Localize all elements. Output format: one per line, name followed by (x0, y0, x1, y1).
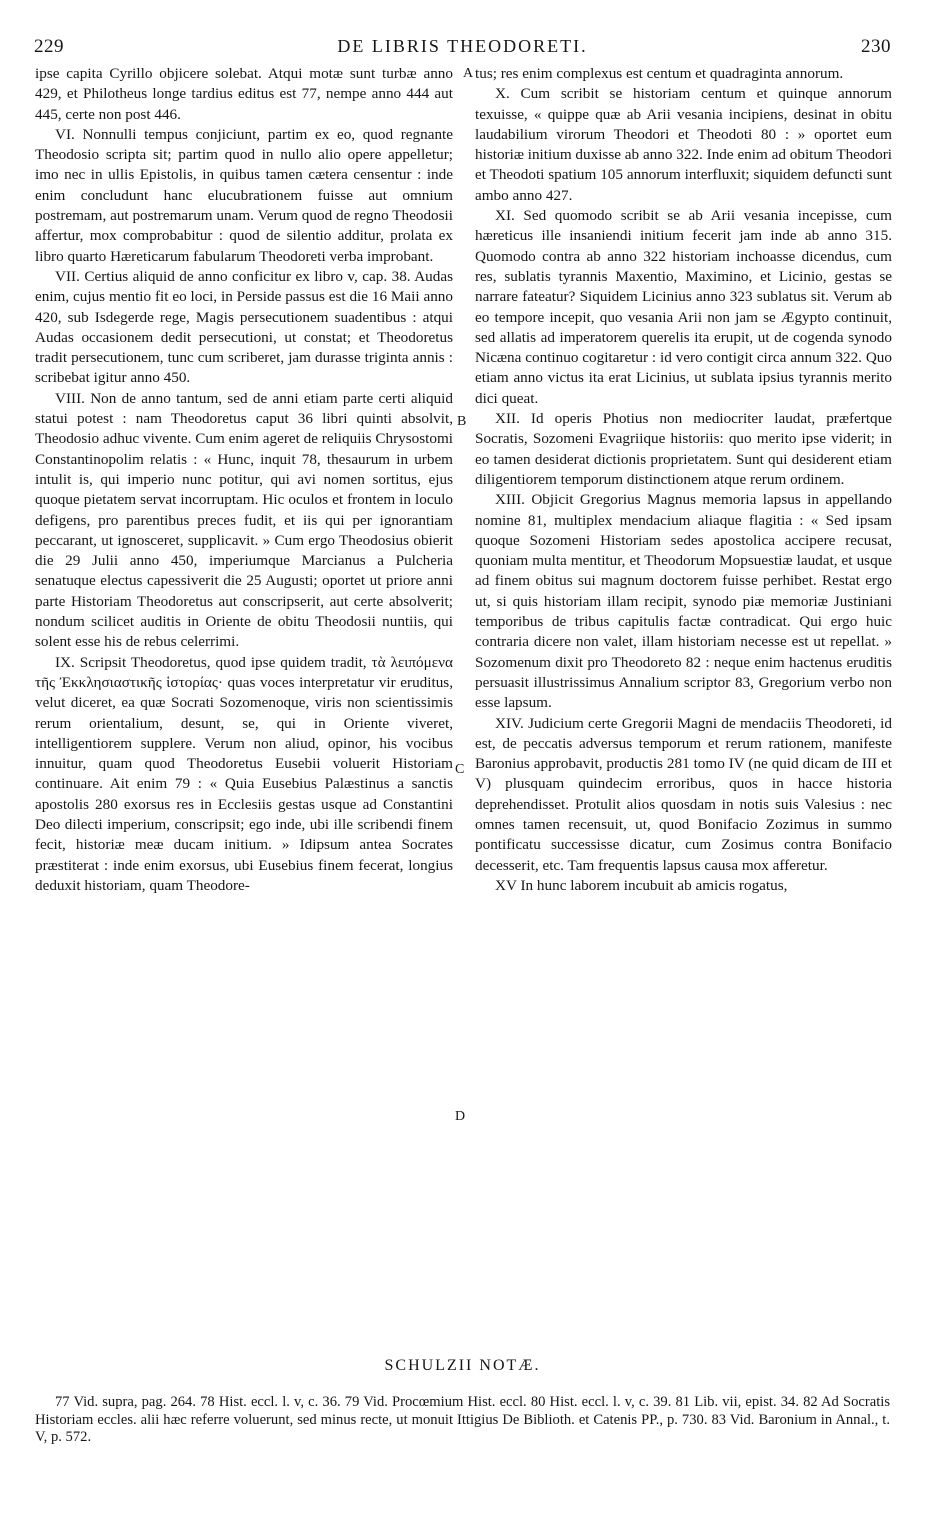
paragraph: X. Cum scribit se historiam centum et quinque annorum texuisse, « quippe quæ ab Arii vesania incipiens, desinat in obitu laudabilium virorum Theodori et Theodoti 80 : » oportet eum historiæ initium duxisse ab anno 322. Inde enim ad obitum Theodori et Theodoti spatium 105 annorum interfluxit; siquidem defuncti sunt ambo anno 427. (475, 85, 892, 204)
notes-heading: SCHULZII NOTÆ. (384, 1357, 541, 1374)
left-column (35, 64, 453, 896)
footnotes (35, 1394, 890, 1447)
footnote-block: 77 Vid. supra, pag. 264. 78 Hist. eccl. l. v, c. 36. 79 Vid. Procœmium Hist. eccl. 80 Hist. eccl. l. v, c. 39. 81 Lib. vii, epist. 34. 82 Ad Socratis Historiam eccles. alii hæc referre voluerunt, sed minus recte, ut monuit Ittigius De Biblioth. et Catenis PP., p. 730. 83 Vid. Baronium in Annal., t. V, p. 572. (35, 1394, 890, 1445)
margin-letter-c: C (455, 762, 465, 777)
paragraph: IX. Scripsit Theodoretus, quod ipse quidem tradit, τὰ λειπόμενα τῆς Ἐκκλησιαστικῆς ἱστορίας· quas voces interpretatur vir eruditus, velut diceret, ea quæ Socrati Sozomenoque, viris non scientissimis rerum orientalium, desunt, se, qui in Oriente viveret, intelligentiorem supplere. Verum non aliud, opinor, his vocibus innuitur, quam quod Theodoretus Eusebii voluerit Historiam continuare. Ait enim 79 : « Quia Eusebius Palæstinus a sanctis apostolis 280 exorsus res in Ecclesiis gestas usque ad Constantini Deo dilecti imperium, conscripsit; ego inde, ubi ille scribendi finem fecit, historiæ meæ ducam initium. » Idipsum antea Socrates præstiterat : inde enim exorsus, ubi Eusebius finem fecerat, longius deduxit historiam, quam Theodore- (35, 653, 453, 894)
running-title: DE LIBRIS THEODORETI. (337, 36, 588, 56)
right-column (475, 64, 892, 896)
margin-letter-a: A (463, 66, 474, 81)
margin-letter-d: D (455, 1109, 466, 1124)
running-header (34, 36, 891, 62)
margin-letter-b: B (457, 414, 467, 429)
paragraph: tus; res enim complexus est centum et quadraginta annorum. (475, 65, 844, 82)
paragraph: XII. Id operis Photius non mediocriter laudat, præfertque Socratis, Sozomeni Evagriique historiis: quo merito ipse viderit; in eo tamen desiderat dictionis proprietatem. Sunt qui desiderent etiam diligentiorem temporum distinctionem atque rerum ordinem. (475, 410, 892, 488)
paragraph: ipse capita Cyrillo objicere solebat. Atqui motæ sunt turbæ anno 429, et Philotheus longe tardius editus est 77, nempe anno 444 aut 445, certe non post 446. (35, 65, 453, 123)
paragraph: VI. Nonnulli tempus conjiciunt, partim ex eo, quod regnante Theodosio scripta sit; partim quod in nullo alio opere appelletur; imo nec in ullis Epistolis, in quibus tamen cætera censentur : inde enim concludunt hanc elucubrationem fuisse aut omnium postremam, aut postremarum unam. Verum quod de regno Theodosii affertur, mox comprobabitur : quod de silentio additur, prolata ex libro quarto Hæreticarum fabularum Theodoreti verba improbant. (35, 125, 453, 265)
paragraph: VII. Certius aliquid de anno conficitur ex libro v, cap. 38. Audas enim, cujus mentio fit eo loci, in Perside passus est die 16 Maii anno 420, sub Isdegerde rege, Magis persecutionem suadentibus : atqui Audas occasionem dedit persecutioni, ut constat; et Theodoretus tradit persecutionem, tunc cum scriberet, jam durasse triginta annis : scribebat igitur anno 450. (35, 267, 453, 387)
paragraph: XIV. Judicium certe Gregorii Magni de mendaciis Theodoreti, id est, de peccatis adversus temporum et rerum rationem, manifeste Baronius approbavit, productis 281 tomo IV (ne quid dicam de III et V) plusquam quindecim erroribus, quos in hacce historia deprehendisset. Protulit alios quosdam in notis suis Valesius : nec omnes tamen recensuit, ut, quod Bonifacio Zozimus in summo pontificatu successisse dicatur, cum Zosimus contra Bonifacio decesserit, etc. Tam frequentis lapsus causa mox afferetur. (475, 714, 892, 874)
page-number-left: 229 (34, 36, 64, 57)
paragraph: XIII. Objicit Gregorius Magnus memoria lapsus in appellando nomine 81, multiplex mendacium aliaque flagitia : « Sed ipsam quoque Sozomeni Historiam sedes apostolica accipere recusat, quoniam multa mentitur, et Theodorum Mopsuestiæ laudat, et usque ad finem obitus sui magnum doctorem fuisse perhibet. Restat ergo ut, si quis historiam illam recipit, synodo piæ memoriæ Justiniani temporibus de tribus capitulis factæ contradicat. Qui ergo huic contraria dicere non valet, illam historiam necesse est ut repellat. » Sozomenum dixit pro Theodoreto 82 : neque enim hactenus eruditis persuasit illustrissimus Annalium scriptor 83, Gregorium verbo non esse lapsum. (475, 491, 892, 712)
paragraph: XI. Sed quomodo scribit se ab Arii vesania incepisse, cum hæreticus ille insaniendi initium fecerit jam inde ab anno 315. Quomodo contra ab anno 322 historiam inchoasse dicendus, cum res, sublatis tyrannis Maxentio, Maximino, et Licinio, gestas se narrare fateatur? Siquidem Licinius anno 323 sublatus sit. Verum ab eo tempore incepit, quo vesania Arii non jam se Ægypto continuit, sed allatis ad imperatorem querelis ita erupit, ut de cogenda synodo Nicæna continuo cogitaretur : id vero contigit circa annum 322. Quo etiam anno victus ita erat Licinius, ut sublata ipsius tyrannis merito dici queat. (475, 207, 892, 407)
page-number-right: 230 (861, 36, 891, 57)
paragraph: VIII. Non de anno tantum, sed de anni etiam parte certi aliquid statui potest : nam Theodoretus caput 36 libri quinti absolvit, Theodosio adhuc vivente. Cum enim ageret de reliquiis Chrysostomi Constantinopolim relatis : « Hunc, inquit 78, thesaurum in urbem intulit is, qui imperio nunc potitur, qui avi nomen sortitus, ejus quoque pietatem servat incorruptam. Hic oculos et frontem in loculo defigens, pro parentibus preces fudit, et iis qui per ignorantiam peccarant, ut ignosceret, supplicavit. » Cum ergo Theodosius obierit die 29 Julii anno 450, imperiumque Marcianus a Pulcheria senatuque electus capessiverit die 25 Augusti; oportet ut priore anni parte Historiam Theodoretus aut conscripserit, aut certe absolverit; nondum scilicet auditis in Oriente de obitu Theodosii nuntiis, qui solent esse his de rebus celerrimi. (35, 389, 453, 651)
paragraph: XV In hunc laborem incubuit ab amicis rogatus, (495, 876, 788, 894)
